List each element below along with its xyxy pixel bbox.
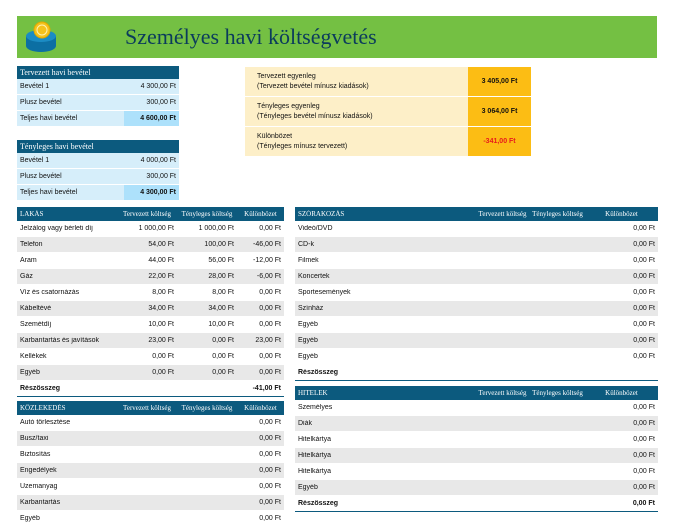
row-label: Biztosítás (20, 451, 51, 458)
column-header-difference: Különbözet (605, 389, 638, 397)
actual-cell[interactable]: 10,00 Ft (208, 321, 234, 328)
row-label: Egyéb (298, 321, 318, 328)
section-title: LAKÁS (20, 210, 44, 218)
table-row[interactable] (295, 333, 658, 349)
row-label: Hitelkártya (298, 436, 332, 443)
row-label: Szemétdíj (20, 321, 52, 328)
balance-row[interactable] (245, 67, 531, 97)
table-row[interactable] (17, 415, 284, 431)
balance-difference-value[interactable]: -341,00 Ft (468, 127, 531, 156)
planned-cell[interactable]: 8,00 Ft (152, 289, 174, 296)
table-row[interactable] (17, 237, 284, 253)
balance-label (245, 127, 468, 156)
row-label: Egyéb (20, 515, 40, 522)
income-total-row[interactable] (17, 185, 179, 201)
table-row[interactable] (17, 349, 284, 365)
difference-cell: 0,00 Ft (259, 483, 281, 490)
difference-cell: 23,00 Ft (255, 337, 281, 344)
table-row[interactable] (17, 511, 284, 527)
row-label: Telefon (20, 241, 43, 248)
subtotal-row (295, 496, 658, 512)
column-header-planned: Tervezett költség (123, 210, 171, 218)
balance-title: Tényleges egyenleg (257, 103, 320, 110)
section-title: HITELEK (298, 389, 328, 397)
planned-cell[interactable]: 22,00 Ft (148, 273, 174, 280)
table-header (17, 207, 284, 221)
difference-cell: -46,00 Ft (252, 241, 281, 248)
row-label: Kábeltévé (20, 305, 52, 312)
difference-cell: 0,00 Ft (633, 225, 655, 232)
balance-value[interactable]: 3 064,00 Ft (468, 97, 531, 126)
difference-cell: 0,00 Ft (633, 404, 655, 411)
planned-cell[interactable]: 1 000,00 Ft (138, 225, 174, 232)
table-row[interactable] (295, 432, 658, 448)
table-row[interactable] (17, 431, 284, 447)
difference-cell: 0,00 Ft (633, 289, 655, 296)
difference-cell: 0,00 Ft (633, 257, 655, 264)
planned-cell[interactable]: 44,00 Ft (148, 257, 174, 264)
section-title: SZÓRAKOZÁS (298, 210, 345, 218)
table-row[interactable] (295, 349, 658, 365)
difference-cell: 0,00 Ft (259, 467, 281, 474)
table-row[interactable] (17, 301, 284, 317)
income-row[interactable] (17, 95, 179, 111)
income-label: Teljes havi bevétel (17, 111, 124, 126)
column-header-planned: Tervezett költség (123, 404, 171, 412)
table-row[interactable] (17, 269, 284, 285)
column-header-actual: Tényleges költség (181, 404, 233, 412)
income-label: Bevétel 1 (17, 153, 124, 168)
income-value[interactable]: 300,00 Ft (124, 95, 179, 110)
row-label: Karbantartás (20, 499, 61, 506)
balance-summary (245, 67, 531, 157)
housing-table (17, 207, 284, 397)
row-label: Hitelkártya (298, 452, 332, 459)
column-header-planned: Tervezett költség (478, 210, 527, 218)
planned-income-header: Tervezett havi bevétel (17, 66, 179, 79)
row-label: Egyéb (298, 353, 318, 360)
income-label: Plusz bevétel (17, 95, 124, 110)
actual-cell[interactable]: 0,00 Ft (212, 369, 234, 376)
table-row[interactable] (295, 285, 658, 301)
row-label: Hitelkártya (298, 468, 332, 475)
difference-cell: 0,00 Ft (633, 420, 655, 427)
income-total-value[interactable]: 4 600,00 Ft (124, 111, 179, 126)
table-row[interactable] (17, 365, 284, 381)
balance-title: Különbözet (257, 133, 293, 140)
actual-cell[interactable]: 8,00 Ft (212, 289, 234, 296)
planned-cell[interactable]: 54,00 Ft (148, 241, 174, 248)
column-header-actual: Tényleges költség (181, 210, 233, 218)
title-banner (17, 16, 657, 58)
actual-cell[interactable]: 1 000,00 Ft (198, 225, 234, 232)
balance-title: Tervezett egyenleg (257, 73, 316, 80)
balance-label (245, 67, 468, 96)
income-value[interactable]: 4 000,00 Ft (124, 153, 179, 168)
column-header-difference: Különbözet (244, 210, 277, 218)
difference-cell: 0,00 Ft (259, 419, 281, 426)
actual-income-table (17, 140, 179, 201)
column-header-actual: Tényleges költség (532, 210, 583, 218)
table-row[interactable] (295, 301, 658, 317)
coin-jar-icon (22, 19, 60, 57)
row-label: Filmek (298, 257, 319, 264)
planned-cell[interactable]: 10,00 Ft (148, 321, 174, 328)
row-label: Víz és csatornázás (20, 289, 80, 296)
table-row[interactable] (295, 269, 658, 285)
income-label: Teljes havi bevétel (17, 185, 124, 200)
difference-cell: 0,00 Ft (633, 305, 655, 312)
difference-cell: 0,00 Ft (633, 484, 655, 491)
actual-cell[interactable]: 0,00 Ft (212, 337, 234, 344)
actual-cell[interactable]: 56,00 Ft (208, 257, 234, 264)
table-row[interactable] (17, 285, 284, 301)
row-label: CD-k (298, 241, 314, 248)
actual-cell[interactable]: 28,00 Ft (208, 273, 234, 280)
table-row[interactable] (17, 317, 284, 333)
difference-cell: 0,00 Ft (633, 337, 655, 344)
subtotal-label: Részösszeg (20, 385, 61, 392)
difference-cell: 0,00 Ft (633, 452, 655, 459)
income-label: Bevétel 1 (17, 79, 124, 94)
row-label: Karbantartás és javítások (20, 337, 99, 344)
difference-cell: 0,00 Ft (259, 225, 281, 232)
row-label: Busz/taxi (20, 435, 49, 442)
difference-cell: -12,00 Ft (252, 257, 281, 264)
column-header-actual: Tényleges költség (532, 389, 583, 397)
table-row[interactable] (17, 253, 284, 269)
difference-cell: 0,00 Ft (259, 369, 281, 376)
difference-cell: 0,00 Ft (259, 451, 281, 458)
table-row[interactable] (295, 317, 658, 333)
difference-cell: -6,00 Ft (256, 273, 281, 280)
table-row[interactable] (295, 221, 658, 237)
row-label: Jelzálog vagy bérleti díj (20, 225, 93, 232)
difference-cell: 0,00 Ft (633, 241, 655, 248)
table-row[interactable] (295, 253, 658, 269)
row-label: Egyéb (298, 337, 318, 344)
difference-cell: 0,00 Ft (259, 515, 281, 522)
difference-cell: 0,00 Ft (633, 273, 655, 280)
planned-cell[interactable]: 34,00 Ft (148, 305, 174, 312)
row-label: Gáz (20, 273, 33, 280)
difference-cell: 0,00 Ft (259, 289, 281, 296)
table-body (295, 400, 658, 512)
subtotal-difference: 0,00 Ft (632, 500, 655, 507)
difference-cell: 0,00 Ft (633, 436, 655, 443)
difference-cell: 0,00 Ft (259, 435, 281, 442)
row-label: Engedélyek (20, 467, 57, 474)
income-row[interactable] (17, 169, 179, 185)
table-row[interactable] (17, 221, 284, 237)
table-row[interactable] (17, 479, 284, 495)
table-row[interactable] (17, 463, 284, 479)
subtotal-row (295, 365, 658, 381)
difference-cell: 0,00 Ft (633, 321, 655, 328)
row-label: Autó törlesztése (20, 419, 71, 426)
transport-table (17, 401, 284, 527)
actual-income-header: Tényleges havi bevétel (17, 140, 179, 153)
balance-subtitle: (Tényleges bevétel mínusz kiadások) (257, 113, 373, 120)
income-row[interactable] (17, 153, 179, 169)
table-row[interactable] (295, 480, 658, 496)
difference-cell: 0,00 Ft (259, 321, 281, 328)
planned-income-table (17, 66, 179, 127)
row-label: Egyéb (20, 369, 40, 376)
balance-row[interactable] (245, 97, 531, 127)
income-row[interactable] (17, 79, 179, 95)
column-header-planned: Tervezett költség (478, 389, 527, 397)
row-label: Diák (298, 420, 313, 427)
table-row[interactable] (295, 464, 658, 480)
income-label: Plusz bevétel (17, 169, 124, 184)
row-label: Sportesemények (298, 289, 351, 296)
loans-table (295, 386, 658, 512)
table-row[interactable] (295, 448, 658, 464)
balance-subtitle: (Tervezett bevétel mínusz kiadások) (257, 83, 369, 90)
row-label: Kellékek (20, 353, 47, 360)
row-label: Személyes (298, 404, 333, 411)
difference-cell: 0,00 Ft (259, 305, 281, 312)
table-header (295, 386, 658, 400)
table-header (17, 401, 284, 415)
balance-label (245, 97, 468, 126)
table-row[interactable] (17, 447, 284, 463)
row-label: Üzemanyag (20, 483, 58, 490)
row-label: Egyéb (298, 484, 318, 491)
table-row[interactable] (295, 400, 658, 416)
subtotal-label: Részösszeg (298, 500, 339, 507)
difference-cell: 0,00 Ft (633, 468, 655, 475)
actual-cell[interactable]: 100,00 Ft (204, 241, 234, 248)
row-label: Videó/DVD (298, 225, 333, 232)
planned-cell[interactable]: 0,00 Ft (152, 353, 174, 360)
planned-cell[interactable]: 0,00 Ft (152, 369, 174, 376)
balance-row[interactable] (245, 127, 531, 157)
column-header-difference: Különbözet (244, 404, 277, 412)
table-body (17, 221, 284, 397)
table-body (295, 221, 658, 381)
section-title: KÖZLEKEDÉS (20, 404, 66, 412)
balance-value[interactable]: 3 405,00 Ft (468, 67, 531, 96)
row-label: Koncertek (298, 273, 330, 280)
table-row[interactable] (295, 237, 658, 253)
page-title: Személyes havi költségvetés (125, 24, 377, 49)
income-value[interactable]: 300,00 Ft (124, 169, 179, 184)
row-label: Áram (20, 257, 37, 264)
planned-cell[interactable]: 23,00 Ft (148, 337, 174, 344)
income-total-row[interactable] (17, 111, 179, 127)
subtotal-label: Részösszeg (298, 369, 339, 376)
difference-cell: 0,00 Ft (259, 499, 281, 506)
subtotal-row (17, 381, 284, 397)
actual-cell[interactable]: 34,00 Ft (208, 305, 234, 312)
table-header (295, 207, 658, 221)
actual-cell[interactable]: 0,00 Ft (212, 353, 234, 360)
column-header-difference: Különbözet (605, 210, 638, 218)
income-total-value[interactable]: 4 300,00 Ft (124, 185, 179, 200)
table-row[interactable] (17, 495, 284, 511)
entertainment-table (295, 207, 658, 381)
income-value[interactable]: 4 300,00 Ft (124, 79, 179, 94)
difference-cell: 0,00 Ft (259, 353, 281, 360)
table-body (17, 415, 284, 527)
table-row[interactable] (295, 416, 658, 432)
subtotal-difference: -41,00 Ft (252, 385, 281, 392)
balance-subtitle: (Tényleges mínusz tervezett) (257, 143, 348, 150)
row-label: Színház (298, 305, 324, 312)
table-row[interactable] (17, 333, 284, 349)
difference-cell: 0,00 Ft (633, 353, 655, 360)
